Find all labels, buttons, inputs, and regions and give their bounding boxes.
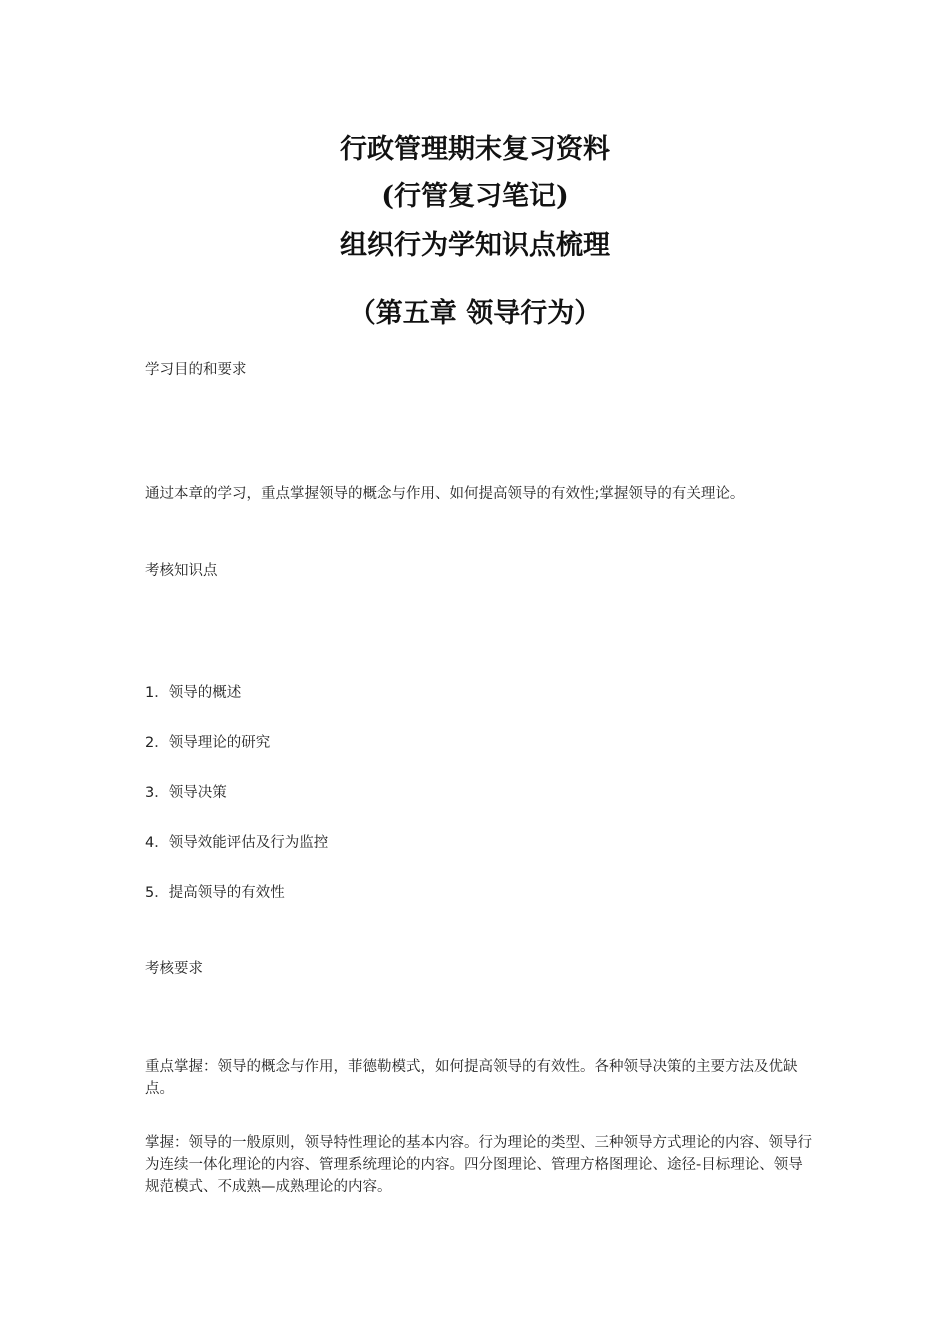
knowledge-point-item: 1．领导的概述 [145, 685, 242, 701]
objectives-text: 通过本章的学习，重点掌握领导的概念与作用、如何提高领导的有效性;掌握领导的有关理论。 [145, 486, 745, 502]
chapter-title: （第五章 领导行为） [348, 298, 602, 329]
knowledge-points-heading: 考核知识点 [145, 563, 218, 579]
knowledge-point-item: 4．领导效能评估及行为监控 [145, 835, 329, 851]
requirements-heading: 考核要求 [145, 961, 203, 977]
requirement-key-points: 重点掌握：领导的概念与作用，菲德勒模式，如何提高领导的有效性。各种领导决策的主要方法及优缺点。 [145, 1059, 798, 1097]
requirement-master-points: 掌握：领导的一般原则，领导特性理论的基本内容。行为理论的类型、三种领导方式理论的内容、领导行为连续一体化理论的内容、管理系统理论的内容。四分图理论、管理方格图理论、途径-目标理论、领导规范模式、不成熟—成熟理论的内容。 [145, 1135, 812, 1195]
knowledge-point-item: 5．提高领导的有效性 [145, 885, 285, 901]
document-title-line-2: (行管复习笔记) [381, 181, 569, 212]
objectives-heading: 学习目的和要求 [145, 362, 247, 378]
knowledge-point-item: 2．领导理论的研究 [145, 735, 271, 751]
document-title-line-3: 组织行为学知识点梳理 [340, 230, 610, 261]
knowledge-point-item: 3．领导决策 [145, 785, 227, 801]
document-title-line-1: 行政管理期末复习资料 [340, 134, 610, 165]
